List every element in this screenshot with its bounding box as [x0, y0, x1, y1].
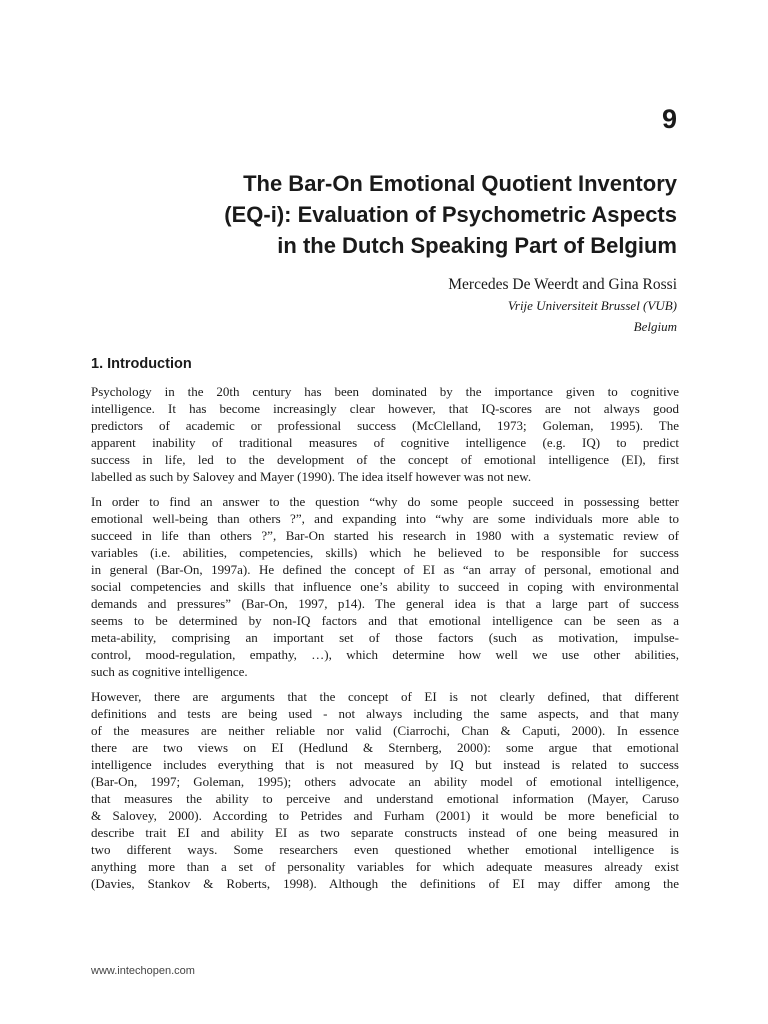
title-line: in the Dutch Speaking Part of Belgium	[277, 233, 677, 258]
text-line: success in life, led to the development of the concept of emotional intelligence (EI), first	[91, 452, 679, 467]
text-line: meta-ability, comprising an important set of those factors (such as motivation, impulse-	[91, 630, 679, 645]
title-line: (EQ-i): Evaluation of Psychometric Aspects	[224, 202, 677, 227]
text-line: two different ways. Some researchers even questioned whether emotional intelligence is	[91, 842, 679, 857]
text-line: intelligence includes everything that is not measured by IQ but instead is related to success	[91, 757, 679, 772]
text-line: predictors of academic or professional success (McClelland, 1973; Goleman, 1995). The	[91, 418, 679, 433]
footer-url: www.intechopen.com	[91, 965, 195, 977]
text-line: social competencies and skills that influence one’s ability to succeed in coping with environmental	[91, 579, 679, 594]
text-line: there are two views on EI (Hedlund & Sternberg, 2000): some argue that emotional	[91, 740, 679, 755]
text-line: In order to find an answer to the question “why do some people succeed in possessing better	[91, 494, 679, 509]
text-line: describe trait EI and ability EI as two separate constructs instead of one being measured in	[91, 825, 679, 840]
text-line: such as cognitive intelligence.	[91, 664, 248, 679]
author-block	[448, 274, 677, 337]
text-line: intelligence. It has become increasingly clear however, that IQ-scores are not always good	[91, 401, 679, 416]
chapter-number: 9	[661, 104, 677, 134]
paragraph	[91, 688, 679, 892]
text-line: However, there are arguments that the concept of EI is not clearly defined, that different	[91, 689, 679, 704]
text-line: emotional well-being than others ?”, and expanding into “why are some individuals more able to	[91, 511, 679, 526]
text-line: control, mood-regulation, empathy, …), which determine how well we use other abilities,	[91, 647, 679, 662]
author-names: Mercedes De Weerdt and Gina Rossi	[448, 276, 677, 293]
affiliation-country: Belgium	[633, 319, 677, 334]
text-line: Psychology in the 20th century has been dominated by the importance given to cognitive	[91, 384, 679, 399]
text-line: in general (Bar-On, 1997a). He defined the concept of EI as “an array of personal, emotional and	[91, 562, 679, 577]
section-heading: 1. Introduction	[91, 356, 192, 372]
title-line: The Bar-On Emotional Quotient Inventory	[243, 171, 677, 196]
text-line: that measures the ability to perceive and understand emotional information (Mayer, Caruso	[91, 791, 679, 806]
text-line: apparent inability of traditional measures of cognitive intelligence (e.g. IQ) to predict	[91, 435, 679, 450]
text-line: labelled as such by Salovey and Mayer (1990). The idea itself however was not new.	[91, 469, 532, 484]
affiliation-institution: Vrije Universiteit Brussel (VUB)	[507, 298, 677, 313]
text-line: seems to be determined by non-IQ factors and that emotional intelligence can be seen as a	[91, 613, 679, 628]
paragraph	[91, 383, 679, 485]
text-line: variables (i.e. abilities, competencies, skills) which he believed to be responsible for success	[91, 545, 679, 560]
text-line: (Davies, Stankov & Roberts, 1998). Although the definitions of EI may differ among the	[91, 876, 679, 891]
paragraph	[91, 493, 679, 680]
text-line: definitions and tests are being used - not always including the same aspects, and that many	[91, 706, 679, 721]
text-line: demands and pressures” (Bar-On, 1997, p14). The general idea is that a large part of success	[91, 596, 679, 611]
text-line: & Salovey, 2000). According to Petrides and Furham (2001) it would be more beneficial to	[91, 808, 679, 823]
chapter-title	[117, 168, 677, 261]
text-line: succeed in life than others ?”, Bar-On started his research in 1980 with a systematic review of	[91, 528, 679, 543]
text-line: (Bar-On, 1997; Goleman, 1995); others advocate an ability model of emotional intelligence,	[91, 774, 679, 789]
text-line: of the measures are neither reliable nor valid (Ciarrochi, Chan & Caputi, 2000). In essence	[91, 723, 679, 738]
body-text	[91, 383, 679, 900]
text-line: anything more than a set of personality variables for which adequate measures already exist	[91, 859, 679, 874]
